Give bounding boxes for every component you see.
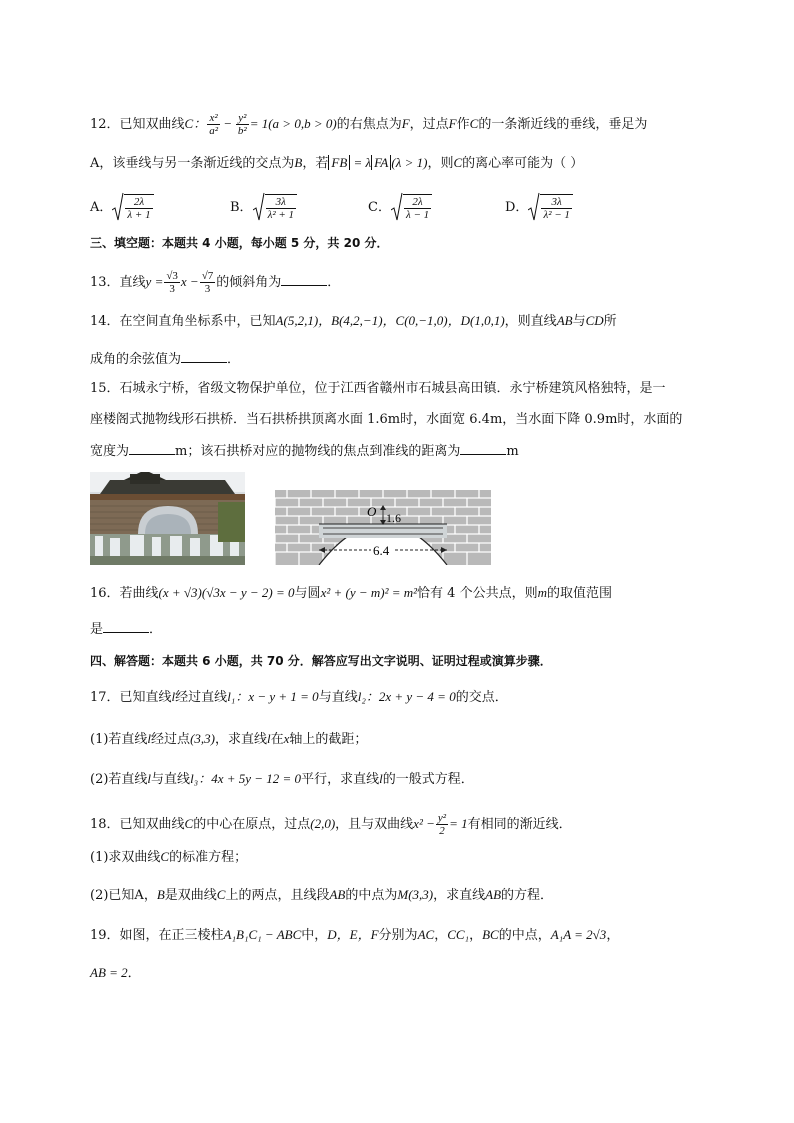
q14-line1 [90, 312, 617, 331]
q12-text: ，则 [427, 156, 454, 171]
bridge-photo [90, 472, 245, 565]
width-label: 6.4 [373, 543, 390, 558]
q19-DEF: D，E，F [327, 927, 379, 942]
q19-text: ， [434, 928, 448, 943]
q12-frac-den: b² [237, 125, 247, 137]
q16-text: 16．若曲线 [90, 586, 159, 601]
section4-heading: 四、解答题：本题共 6 小题，共 70 分．解答应写出文字说明、证明过程或演算步骤． [90, 654, 552, 668]
option-den: λ − 1 [405, 209, 430, 221]
q19-text: 分别为 [378, 928, 418, 943]
q14-text: 所 [603, 314, 617, 329]
q12-B: B [294, 155, 303, 170]
option-label: B． [230, 200, 253, 215]
q17-part2 [90, 770, 474, 789]
q12-line2 [90, 154, 583, 173]
q12-F: F [448, 116, 457, 131]
q18-x2: x² − [413, 816, 435, 831]
q18-text: (1)求双曲线 [90, 850, 161, 865]
q17-x: x [283, 731, 290, 746]
q15-line3 [90, 442, 519, 461]
answer-blank[interactable] [103, 620, 149, 633]
q12-text: ，该垂线与另一条渐近线的交点为 [99, 156, 295, 171]
q14-CD: CD [585, 313, 604, 328]
option-num: 3λ [541, 196, 572, 209]
answer-blank[interactable] [281, 273, 327, 286]
q18-text: 的中点为 [345, 888, 398, 903]
q17-text: 17．已知直线 [90, 690, 172, 705]
q17-point: (3,3) [190, 731, 215, 746]
height-label: 1.6 [386, 511, 401, 525]
q18-AB: AB [485, 887, 502, 902]
q17-line1 [90, 688, 508, 707]
q18-frac [436, 812, 448, 837]
q18-M: M(3,3) [397, 887, 434, 902]
q12-option-a[interactable] [90, 194, 154, 221]
option-label: A． [90, 200, 113, 215]
q19-AC: AC [417, 927, 435, 942]
q12-option-d[interactable] [505, 194, 573, 221]
frac-den: 3 [204, 283, 211, 295]
sqrt [528, 194, 573, 221]
q12-C: C [453, 155, 463, 170]
option-den: λ + 1 [127, 209, 151, 221]
q12-text: 的右焦点为 [336, 117, 402, 132]
q13-frac1 [164, 270, 180, 295]
q18-line1 [90, 812, 572, 837]
q19-text: 19．如图，在正三棱柱 [90, 928, 224, 943]
q17-text: 经过点 [151, 732, 191, 747]
q17-text: ，求直线 [214, 732, 267, 747]
q12-frac-num: x² [207, 112, 220, 125]
q18-text: ，求直线 [433, 888, 486, 903]
q17-text: 的一般式方程． [382, 772, 474, 787]
q16-line1 [90, 584, 612, 603]
q16-text: ． [149, 622, 163, 637]
section3-heading: 三、填空题：本题共 4 小题，每小题 5 分，共 20 分． [90, 236, 389, 250]
q18-A: A [134, 888, 144, 903]
q17-l1: l₁：x − y + 1 = 0 [227, 689, 319, 704]
q12-text: ，过点 [409, 117, 449, 132]
q12-frac-x [207, 112, 220, 137]
q19-text: ， [469, 928, 483, 943]
origin-label: O [367, 504, 377, 519]
q12-A: A [90, 156, 100, 171]
q18-text: 的中心在原点，过点 [193, 817, 311, 832]
q18-B: B [156, 887, 165, 902]
q19-line1 [90, 926, 619, 945]
frac-num: √3 [166, 270, 178, 282]
q18-C: C [184, 816, 194, 831]
q12-option-b[interactable] [230, 194, 297, 221]
q19-A1A: A₁A = 2√3 [550, 927, 607, 942]
q17-text: 平行，求直线 [301, 772, 380, 787]
q18-part2 [90, 886, 553, 905]
q18-part1 [90, 848, 247, 867]
q17-text: 在 [270, 732, 284, 747]
q16-curve: (x + √3)(√3x − y − 2) = 0 [158, 585, 295, 600]
q19-text: 中， [301, 928, 328, 943]
q12-text: 12．已知双曲线 [90, 117, 185, 132]
frac-num: √7 [201, 270, 214, 282]
q13-text: 13．直线 [90, 275, 146, 290]
q17-text: (2)若直线 [90, 772, 148, 787]
q19-BC: BC [482, 927, 499, 942]
sqrt [253, 194, 298, 221]
frac-den: 2 [439, 825, 445, 837]
option-den: λ² − 1 [543, 209, 570, 221]
q19-line2 [90, 964, 141, 983]
q18-text: 的方程． [501, 888, 554, 903]
q19-prism: A₁B₁C₁ − ABC [223, 927, 302, 942]
q18-text: 有相同的渐近线． [467, 817, 572, 832]
q17-l3: l₃：4x + 5y − 12 = 0 [190, 771, 302, 786]
q18-text: ， [143, 888, 157, 903]
answer-blank[interactable] [460, 442, 506, 455]
q13-text: 的倾斜角为 [216, 275, 282, 290]
q17-text: 轴上的截距； [289, 732, 368, 747]
q16-circle: x² + (y − m)² = m² [320, 585, 418, 600]
option-num: 3λ [266, 196, 297, 209]
option-label: C． [368, 200, 391, 215]
q12-C: C [469, 116, 479, 131]
q18-C: C [216, 887, 226, 902]
q18-point: (2,0) [310, 816, 336, 831]
frac-num: y² [437, 812, 447, 824]
q16-text: 是 [90, 622, 104, 637]
q14-text: 14．在空间直角坐标系中，已知 [90, 314, 276, 329]
q19-text: 的中点， [498, 928, 551, 943]
arch-diagram [275, 490, 491, 565]
q12-cond: (λ > 1) [391, 155, 428, 170]
q16-line2 [90, 620, 162, 639]
q13-y: y = [145, 274, 164, 289]
q17-l: l [147, 771, 152, 786]
q12-F: F [401, 116, 410, 131]
q16-text: 与圆 [294, 586, 321, 601]
frac-den: 3 [169, 283, 175, 295]
q17-l: l [379, 771, 383, 786]
q15-line1: 15．石城永宁桥，省级文物保护单位，位于江西省赣州市石城县高田镇．永宁桥建筑风格独特，是一 [90, 381, 666, 396]
q12-text: 作 [456, 117, 470, 132]
q17-part1 [90, 730, 367, 749]
q12-eq-rest: = 1(a > 0,b > 0) [249, 116, 337, 131]
q17-l2: l₂：2x + y − 4 = 0 [357, 689, 456, 704]
q17-text: 经过直线 [175, 690, 228, 705]
q12-eq: = λ [350, 155, 372, 170]
q14-points: A(5,2,1)，B(4,2,−1)，C(0,−1,0)，D(1,0,1) [275, 313, 505, 328]
q12-abs-FA: FA [371, 155, 391, 170]
q17-text: 的交点． [455, 690, 508, 705]
option-den: λ² + 1 [267, 209, 295, 221]
q14-AB: AB [556, 313, 573, 328]
q12-text: ，若 [302, 156, 329, 171]
q12-curve-C: C [184, 116, 194, 131]
q19-CC1: CC₁ [447, 927, 470, 942]
q13-text: ． [327, 275, 341, 290]
q19-AB: AB = 2 [90, 965, 128, 980]
q18-eq: = 1 [449, 816, 468, 831]
q13-frac2 [200, 270, 216, 295]
q18-AB: AB [329, 887, 346, 902]
q17-l: l [267, 731, 271, 746]
q12-frac-num: y² [236, 112, 249, 125]
q16-m: m [537, 585, 547, 600]
q18-text: (2)已知 [90, 888, 135, 903]
q17-l: l [171, 689, 176, 704]
q14-text: 与 [572, 314, 586, 329]
q19-text: ， [606, 928, 620, 943]
answer-blank[interactable] [129, 442, 175, 455]
q18-text: 上的两点，且线段 [225, 888, 330, 903]
q18-text: 的标准方程； [169, 850, 248, 865]
water [319, 524, 447, 538]
q12-text: 的一条渐近线的垂线，垂足为 [478, 117, 648, 132]
sqrt [112, 194, 153, 221]
q15-text: m [506, 444, 519, 459]
q12-option-c[interactable] [368, 194, 432, 221]
q14-text: ． [227, 352, 241, 367]
q12-frac-y [236, 112, 249, 137]
q18-text: ，且与双曲线 [335, 817, 414, 832]
option-label: D． [505, 200, 529, 215]
q14-line2 [90, 350, 240, 369]
option-num: 2λ [125, 196, 152, 209]
q18-C: C [160, 849, 170, 864]
q17-text: 与直线 [318, 690, 358, 705]
q15-text: 宽度为 [90, 444, 130, 459]
q12-frac-den: a² [209, 125, 219, 137]
q14-text: 成角的余弦值为 [90, 352, 182, 367]
q12-text: 的离心率可能为（ ） [462, 156, 584, 171]
q15-text: m；该石拱桥对应的抛物线的焦点到准线的距离为 [175, 444, 461, 459]
q17-text: (1)若直线 [90, 732, 148, 747]
answer-blank[interactable] [181, 350, 227, 363]
q18-text: 是双曲线 [164, 888, 217, 903]
q12-line1: 12．已知双曲线C： $\frac{\text{x²}}{\text{a²}}$ − $\frac{\text{y²}}{\text{b²}}$ = 1(a > 0,b > 0)的右焦点为F，过点F作C的一条渐近线的垂线，垂足为 [90, 112, 648, 137]
q16-text: 的取值范围 [546, 586, 612, 601]
q14-text: ，则直线 [504, 314, 557, 329]
q17-text: 与直线 [151, 772, 191, 787]
q19-text: ． [127, 966, 141, 981]
option-num: 2λ [404, 196, 431, 209]
q18-text: 18．已知双曲线 [90, 817, 185, 832]
q16-text: 恰有 4 个公共点，则 [417, 586, 538, 601]
q13-x: x − [180, 274, 199, 289]
q13-line [90, 270, 340, 295]
q12-abs-FB: FB [328, 155, 350, 170]
q15-line2: 座楼阁式抛物线形石拱桥．当石拱桥拱顶离水面 1.6m时，水面宽 6.4m，当水面下降 0.9m时，水面的 [90, 412, 683, 427]
sqrt [391, 194, 432, 221]
q17-l: l [147, 731, 152, 746]
